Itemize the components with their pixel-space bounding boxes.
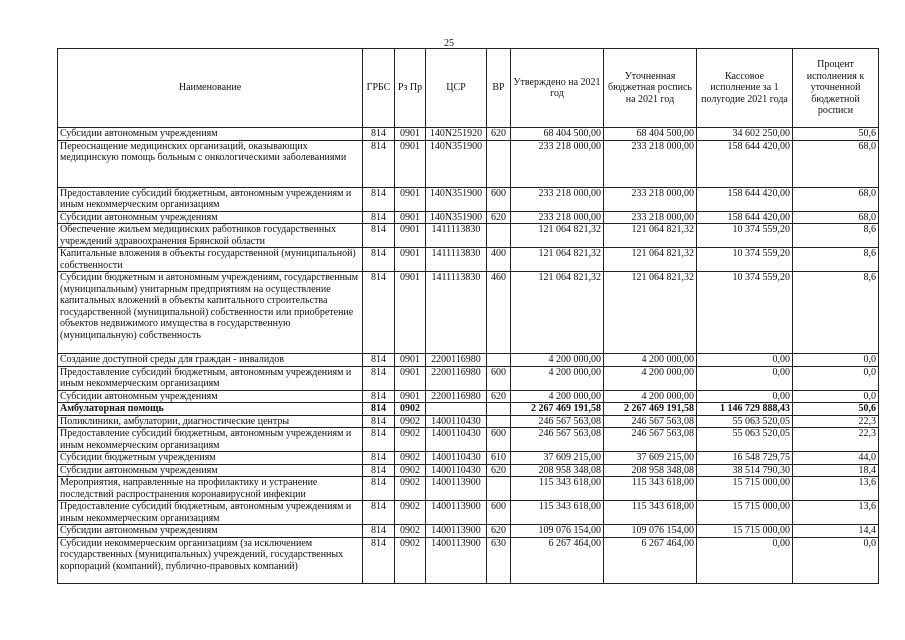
cell-rzpr: 0901 bbox=[395, 354, 426, 367]
cell-csr: 1400110430 bbox=[426, 464, 487, 477]
table-row bbox=[58, 537, 879, 583]
cell-refined: 115 343 618,00 bbox=[604, 477, 697, 501]
cell-vr bbox=[487, 354, 511, 367]
cell-approved: 37 609 215,00 bbox=[511, 452, 604, 465]
cell-grbs: 814 bbox=[363, 354, 395, 367]
header-refined: Уточненная бюджетная роспись на 2021 год bbox=[604, 49, 697, 128]
header-rzpr: Рз Пр bbox=[395, 49, 426, 128]
cell-csr: 2200116980 bbox=[426, 354, 487, 367]
table-row bbox=[58, 464, 879, 477]
cell-vr: 400 bbox=[487, 248, 511, 272]
cell-approved: 121 064 821,32 bbox=[511, 272, 604, 354]
cell-approved: 121 064 821,32 bbox=[511, 248, 604, 272]
header-percent: Процент исполнения к уточненной бюджетной росписи bbox=[793, 49, 879, 128]
cell-percent: 22,3 bbox=[793, 428, 879, 452]
cell-cash: 15 715 000,00 bbox=[697, 477, 793, 501]
cell-csr: 1400113900 bbox=[426, 525, 487, 538]
cell-rzpr: 0902 bbox=[395, 464, 426, 477]
table-row bbox=[58, 525, 879, 538]
cell-refined: 115 343 618,00 bbox=[604, 501, 697, 525]
cell-rzpr: 0902 bbox=[395, 477, 426, 501]
cell-grbs: 814 bbox=[363, 403, 395, 416]
table-row bbox=[58, 140, 879, 187]
cell-percent: 22,3 bbox=[793, 415, 879, 428]
cell-cash: 1 146 729 888,43 bbox=[697, 403, 793, 416]
cell-vr: 620 bbox=[487, 464, 511, 477]
cell-cash: 0,00 bbox=[697, 366, 793, 390]
cell-csr: 140N351900 bbox=[426, 211, 487, 224]
table-row bbox=[58, 354, 879, 367]
cell-rzpr: 0902 bbox=[395, 525, 426, 538]
cell-csr: 1400110430 bbox=[426, 428, 487, 452]
cell-percent: 68,0 bbox=[793, 211, 879, 224]
cell-name: Субсидии автономным учреждениям bbox=[58, 128, 363, 141]
cell-vr: 460 bbox=[487, 272, 511, 354]
cell-csr: 1400113900 bbox=[426, 501, 487, 525]
table-row bbox=[58, 224, 879, 248]
cell-grbs: 814 bbox=[363, 452, 395, 465]
cell-cash: 55 063 520,05 bbox=[697, 428, 793, 452]
cell-refined: 6 267 464,00 bbox=[604, 537, 697, 583]
cell-approved: 2 267 469 191,58 bbox=[511, 403, 604, 416]
cell-grbs: 814 bbox=[363, 211, 395, 224]
cell-percent: 50,6 bbox=[793, 128, 879, 141]
header-name: Наименование bbox=[58, 49, 363, 128]
cell-vr: 620 bbox=[487, 128, 511, 141]
cell-csr bbox=[426, 403, 487, 416]
header-vr: ВР bbox=[487, 49, 511, 128]
header-approved: Утверждено на 2021 год bbox=[511, 49, 604, 128]
cell-approved: 4 200 000,00 bbox=[511, 366, 604, 390]
cell-csr: 1411113830 bbox=[426, 224, 487, 248]
cell-percent: 8,6 bbox=[793, 272, 879, 354]
cell-percent: 13,6 bbox=[793, 501, 879, 525]
cell-refined: 4 200 000,00 bbox=[604, 366, 697, 390]
cell-rzpr: 0901 bbox=[395, 224, 426, 248]
page-number: 25 bbox=[444, 38, 454, 49]
cell-rzpr: 0901 bbox=[395, 248, 426, 272]
cell-name: Предоставление субсидий бюджетным, автономным учреждениям и иным некоммерческим организациям bbox=[58, 501, 363, 525]
cell-cash: 158 644 420,00 bbox=[697, 211, 793, 224]
cell-percent: 0,0 bbox=[793, 366, 879, 390]
cell-grbs: 814 bbox=[363, 428, 395, 452]
cell-csr: 2200116980 bbox=[426, 390, 487, 403]
table-row bbox=[58, 366, 879, 390]
cell-refined: 246 567 563,08 bbox=[604, 428, 697, 452]
cell-rzpr: 0902 bbox=[395, 403, 426, 416]
cell-name: Субсидии автономным учреждениям bbox=[58, 211, 363, 224]
cell-grbs: 814 bbox=[363, 415, 395, 428]
cell-approved: 208 958 348,08 bbox=[511, 464, 604, 477]
cell-vr: 620 bbox=[487, 390, 511, 403]
cell-cash: 16 548 729,75 bbox=[697, 452, 793, 465]
cell-refined: 4 200 000,00 bbox=[604, 354, 697, 367]
cell-name: Обеспечение жильем медицинских работников государственных учреждений здравоохранения Брянской области bbox=[58, 224, 363, 248]
cell-grbs: 814 bbox=[363, 128, 395, 141]
cell-cash: 10 374 559,20 bbox=[697, 272, 793, 354]
cell-grbs: 814 bbox=[363, 272, 395, 354]
header-cash: Кассовое исполнение за 1 полугодие 2021 года bbox=[697, 49, 793, 128]
cell-grbs: 814 bbox=[363, 140, 395, 187]
cell-rzpr: 0902 bbox=[395, 537, 426, 583]
cell-percent: 14,4 bbox=[793, 525, 879, 538]
cell-csr: 1411113830 bbox=[426, 272, 487, 354]
cell-refined: 246 567 563,08 bbox=[604, 415, 697, 428]
cell-vr: 630 bbox=[487, 537, 511, 583]
header-row bbox=[58, 49, 879, 128]
cell-csr: 2200116980 bbox=[426, 366, 487, 390]
cell-approved: 233 218 000,00 bbox=[511, 211, 604, 224]
cell-vr bbox=[487, 415, 511, 428]
cell-vr: 600 bbox=[487, 501, 511, 525]
cell-approved: 115 343 618,00 bbox=[511, 501, 604, 525]
cell-rzpr: 0901 bbox=[395, 128, 426, 141]
cell-cash: 0,00 bbox=[697, 354, 793, 367]
cell-approved: 109 076 154,00 bbox=[511, 525, 604, 538]
cell-name: Мероприятия, направленные на профилактику и устранение последствий распространения коронавирусной инфекции bbox=[58, 477, 363, 501]
cell-cash: 0,00 bbox=[697, 390, 793, 403]
cell-csr: 1400110430 bbox=[426, 452, 487, 465]
cell-cash: 38 514 790,30 bbox=[697, 464, 793, 477]
cell-cash: 0,00 bbox=[697, 537, 793, 583]
cell-csr: 140N351900 bbox=[426, 187, 487, 211]
cell-cash: 158 644 420,00 bbox=[697, 187, 793, 211]
cell-cash: 15 715 000,00 bbox=[697, 501, 793, 525]
cell-percent: 0,0 bbox=[793, 390, 879, 403]
table-row bbox=[58, 501, 879, 525]
cell-name: Предоставление субсидий бюджетным, автономным учреждениям и иным некоммерческим организациям bbox=[58, 428, 363, 452]
cell-rzpr: 0901 bbox=[395, 140, 426, 187]
cell-name: Субсидии автономным учреждениям bbox=[58, 525, 363, 538]
cell-csr: 1400110430 bbox=[426, 415, 487, 428]
cell-refined: 109 076 154,00 bbox=[604, 525, 697, 538]
cell-percent: 8,6 bbox=[793, 248, 879, 272]
cell-name: Субсидии бюджетным учреждениям bbox=[58, 452, 363, 465]
cell-percent: 0,0 bbox=[793, 537, 879, 583]
cell-name: Предоставление субсидий бюджетным, автономным учреждениям и иным некоммерческим организациям bbox=[58, 366, 363, 390]
table-row bbox=[58, 248, 879, 272]
cell-approved: 4 200 000,00 bbox=[511, 390, 604, 403]
cell-cash: 10 374 559,20 bbox=[697, 224, 793, 248]
cell-percent: 68,0 bbox=[793, 187, 879, 211]
cell-grbs: 814 bbox=[363, 537, 395, 583]
cell-rzpr: 0902 bbox=[395, 452, 426, 465]
cell-refined: 208 958 348,08 bbox=[604, 464, 697, 477]
cell-approved: 233 218 000,00 bbox=[511, 140, 604, 187]
cell-name: Субсидии некоммерческим организациям (за исключением государственных (муниципальных) учреждений, государственных корпораций (компаний), публично-правовых компаний) bbox=[58, 537, 363, 583]
table-row bbox=[58, 128, 879, 141]
table-row bbox=[58, 477, 879, 501]
cell-grbs: 814 bbox=[363, 525, 395, 538]
table-row bbox=[58, 187, 879, 211]
cell-vr bbox=[487, 224, 511, 248]
cell-vr: 620 bbox=[487, 211, 511, 224]
cell-grbs: 814 bbox=[363, 477, 395, 501]
cell-name: Переоснащение медицинских организаций, оказывающих медицинскую помощь больным с онкологическими заболеваниями bbox=[58, 140, 363, 187]
cell-refined: 2 267 469 191,58 bbox=[604, 403, 697, 416]
cell-percent: 44,0 bbox=[793, 452, 879, 465]
cell-percent: 50,6 bbox=[793, 403, 879, 416]
cell-rzpr: 0902 bbox=[395, 501, 426, 525]
cell-approved: 115 343 618,00 bbox=[511, 477, 604, 501]
cell-percent: 68,0 bbox=[793, 140, 879, 187]
cell-cash: 158 644 420,00 bbox=[697, 140, 793, 187]
cell-grbs: 814 bbox=[363, 366, 395, 390]
cell-grbs: 814 bbox=[363, 390, 395, 403]
cell-refined: 68 404 500,00 bbox=[604, 128, 697, 141]
cell-csr: 1400113900 bbox=[426, 537, 487, 583]
cell-rzpr: 0901 bbox=[395, 187, 426, 211]
cell-csr: 140N351900 bbox=[426, 140, 487, 187]
cell-name: Создание доступной среды для граждан - инвалидов bbox=[58, 354, 363, 367]
cell-percent: 0,0 bbox=[793, 354, 879, 367]
cell-rzpr: 0901 bbox=[395, 272, 426, 354]
cell-approved: 121 064 821,32 bbox=[511, 224, 604, 248]
cell-grbs: 814 bbox=[363, 187, 395, 211]
cell-cash: 34 602 250,00 bbox=[697, 128, 793, 141]
cell-refined: 233 218 000,00 bbox=[604, 187, 697, 211]
cell-refined: 37 609 215,00 bbox=[604, 452, 697, 465]
cell-csr: 1411113830 bbox=[426, 248, 487, 272]
cell-cash: 15 715 000,00 bbox=[697, 525, 793, 538]
cell-refined: 233 218 000,00 bbox=[604, 211, 697, 224]
cell-grbs: 814 bbox=[363, 501, 395, 525]
cell-refined: 233 218 000,00 bbox=[604, 140, 697, 187]
cell-vr: 600 bbox=[487, 187, 511, 211]
table-row bbox=[58, 428, 879, 452]
cell-name: Капитальные вложения в объекты государственной (муниципальной) собственности bbox=[58, 248, 363, 272]
cell-percent: 18,4 bbox=[793, 464, 879, 477]
cell-csr: 1400113900 bbox=[426, 477, 487, 501]
cell-approved: 246 567 563,08 bbox=[511, 415, 604, 428]
cell-vr: 620 bbox=[487, 525, 511, 538]
table-row bbox=[58, 452, 879, 465]
cell-vr: 600 bbox=[487, 366, 511, 390]
cell-refined: 121 064 821,32 bbox=[604, 248, 697, 272]
cell-name: Предоставление субсидий бюджетным, автономным учреждениям и иным некоммерческим организациям bbox=[58, 187, 363, 211]
header-csr: ЦСР bbox=[426, 49, 487, 128]
cell-refined: 4 200 000,00 bbox=[604, 390, 697, 403]
cell-approved: 68 404 500,00 bbox=[511, 128, 604, 141]
cell-cash: 10 374 559,20 bbox=[697, 248, 793, 272]
header-grbs: ГРБС bbox=[363, 49, 395, 128]
cell-grbs: 814 bbox=[363, 248, 395, 272]
cell-refined: 121 064 821,32 bbox=[604, 272, 697, 354]
cell-name: Субсидии автономным учреждениям bbox=[58, 464, 363, 477]
cell-percent: 13,6 bbox=[793, 477, 879, 501]
cell-name: Субсидии бюджетным и автономным учреждениям, государственным (муниципальным) унитарным предприятиям на осуществление капитальных вложений в объекты капитального строительства государственной (муниципальной) собственности или приобретение объектов недвижимого имущества в государственную (муниципальную) собственность bbox=[58, 272, 363, 354]
table-row bbox=[58, 272, 879, 354]
cell-cash: 55 063 520,05 bbox=[697, 415, 793, 428]
table-row bbox=[58, 390, 879, 403]
cell-vr bbox=[487, 140, 511, 187]
cell-vr: 600 bbox=[487, 428, 511, 452]
cell-refined: 121 064 821,32 bbox=[604, 224, 697, 248]
cell-rzpr: 0901 bbox=[395, 211, 426, 224]
cell-name: Амбулаторная помощь bbox=[58, 403, 363, 416]
cell-approved: 4 200 000,00 bbox=[511, 354, 604, 367]
cell-percent: 8,6 bbox=[793, 224, 879, 248]
cell-approved: 233 218 000,00 bbox=[511, 187, 604, 211]
cell-name: Субсидии автономным учреждениям bbox=[58, 390, 363, 403]
cell-csr: 140N251920 bbox=[426, 128, 487, 141]
cell-rzpr: 0901 bbox=[395, 366, 426, 390]
table-row bbox=[58, 415, 879, 428]
cell-vr bbox=[487, 477, 511, 501]
cell-approved: 6 267 464,00 bbox=[511, 537, 604, 583]
cell-vr bbox=[487, 403, 511, 416]
cell-name: Поликлиники, амбулатории, диагностические центры bbox=[58, 415, 363, 428]
cell-rzpr: 0902 bbox=[395, 415, 426, 428]
cell-grbs: 814 bbox=[363, 464, 395, 477]
cell-approved: 246 567 563,08 bbox=[511, 428, 604, 452]
table-row bbox=[58, 211, 879, 224]
table-row bbox=[58, 403, 879, 416]
cell-rzpr: 0901 bbox=[395, 390, 426, 403]
cell-grbs: 814 bbox=[363, 224, 395, 248]
budget-table bbox=[57, 48, 879, 584]
cell-vr: 610 bbox=[487, 452, 511, 465]
cell-rzpr: 0902 bbox=[395, 428, 426, 452]
